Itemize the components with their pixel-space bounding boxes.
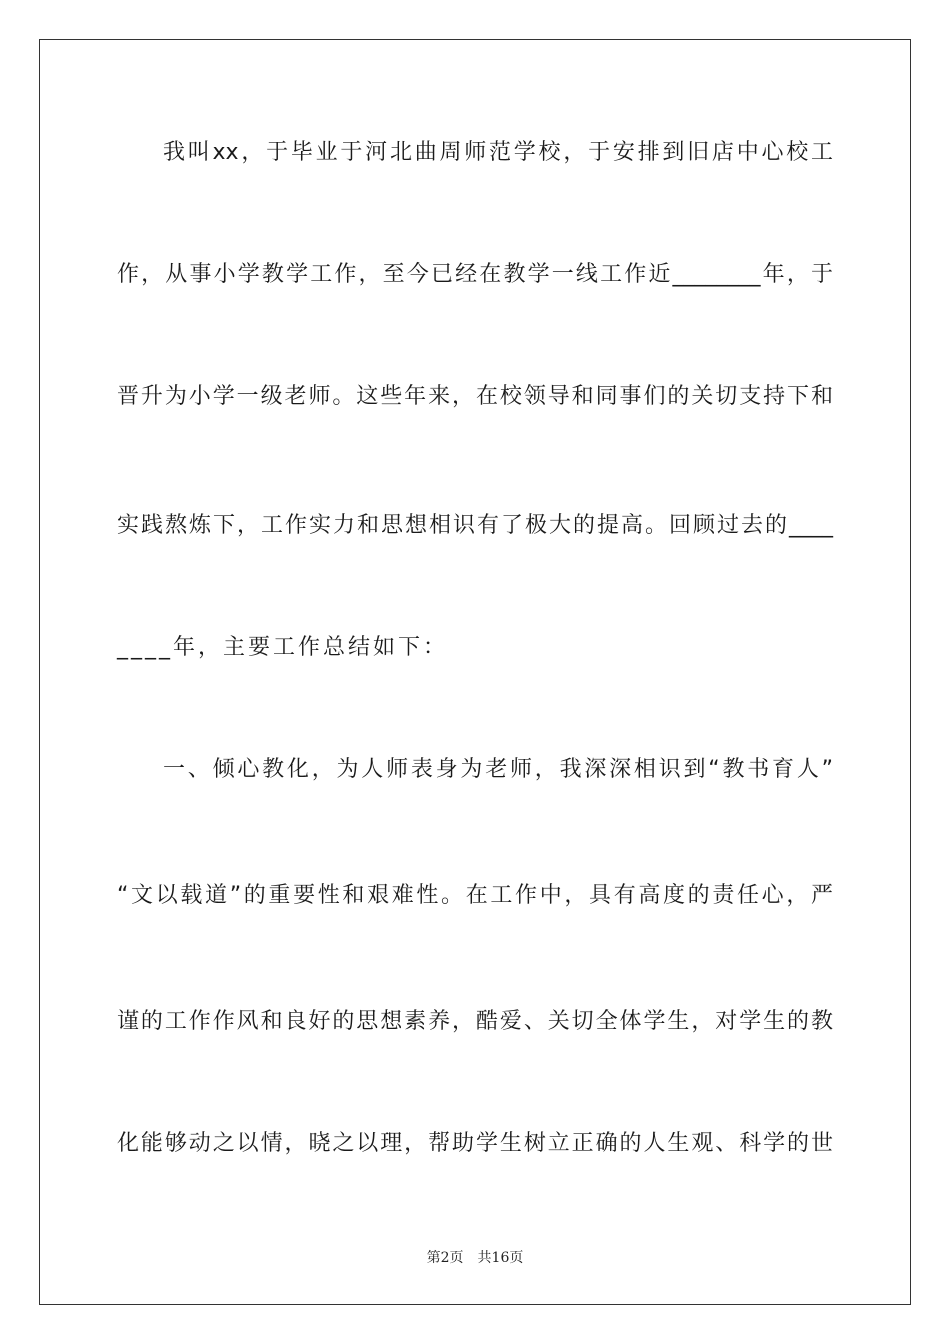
page-border [39,39,911,1305]
paragraph-line: 一、倾心教化，为人师表身为老师，我深深相识到“教书育人” [163,757,833,782]
paragraph-line: 作，从事小学教学工作，至今已经在教学一线工作近________年，于 [117,262,833,287]
page-number: 第2页 共16页 [426,1250,524,1266]
paragraph-line: 我叫xx，于毕业于河北曲周师范学校，于安排到旧店中心校工 [163,140,833,165]
paragraph-line: ____年，主要工作总结如下： [117,635,449,660]
paragraph-line: 实践熬炼下，工作实力和思想相识有了极大的提高。回顾过去的____ [117,513,833,538]
paragraph-line: 晋升为小学一级老师。这些年来，在校领导和同事们的关切支持下和 [117,384,833,409]
paragraph-line: 化能够动之以情，晓之以理，帮助学生树立正确的人生观、科学的世 [117,1131,833,1156]
paragraph-line: “文以载道”的重要性和艰难性。在工作中，具有高度的责任心，严 [117,883,833,908]
paragraph-line: 谨的工作作风和良好的思想素养，酷爱、关切全体学生，对学生的教 [117,1009,833,1034]
